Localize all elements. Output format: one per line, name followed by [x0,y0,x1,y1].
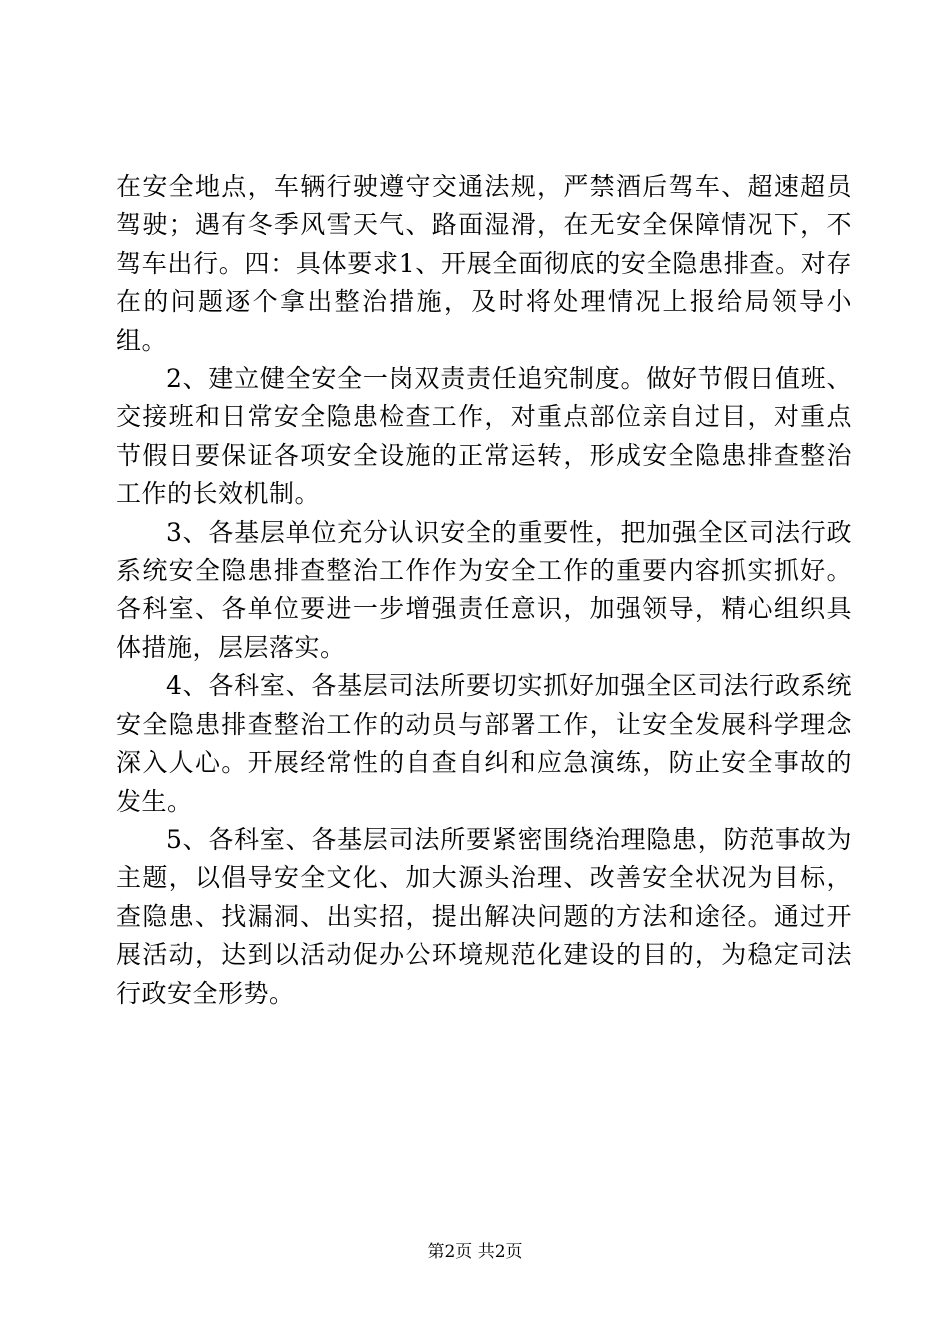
document-body [116,168,852,1013]
page-number-footer: 第2页 共2页 [427,1242,523,1262]
paragraph-1: 在安全地点，车辆行驶遵守交通法规，严禁酒后驾车、超速超员驾驶；遇有冬季风雪天气、路面湿滑，在无安全保障情况下，不驾车出行。四：具体要求1、开展全面彻底的安全隐患排查。对存在的问题逐个拿出整治措施，及时将处理情况上报给局领导小组。 [116,172,852,355]
paragraph-2: 2、建立健全安全一岗双责责任追究制度。做好节假日值班、交接班和日常安全隐患检查工作，对重点部位亲自过目，对重点节假日要保证各项安全设施的正常运转，形成安全隐患排查整治工作的长效机制。 [116,364,852,509]
paragraph-5: 5、各科室、各基层司法所要紧密围绕治理隐患，防范事故为主题，以倡导安全文化、加大源头治理、改善安全状况为目标，查隐患、找漏洞、出实招，提出解决问题的方法和途径。通过开展活动，达到以活动促办公环境规范化建设的目的，为稳定司法行政安全形势。 [116,824,852,1008]
paragraph-3: 3、各基层单位充分认识安全的重要性，把加强全区司法行政系统安全隐患排查整治工作作为安全工作的重要内容抓实抓好。各科室、各单位要进一步增强责任意识，加强领导，精心组织具体措施，层层落实。 [116,517,852,662]
paragraph-4: 4、各科室、各基层司法所要切实抓好加强全区司法行政系统安全隐患排查整治工作的动员与部署工作，让安全发展科学理念深入人心。开展经常性的自查自纠和应急演练，防止安全事故的发生。 [116,671,852,816]
